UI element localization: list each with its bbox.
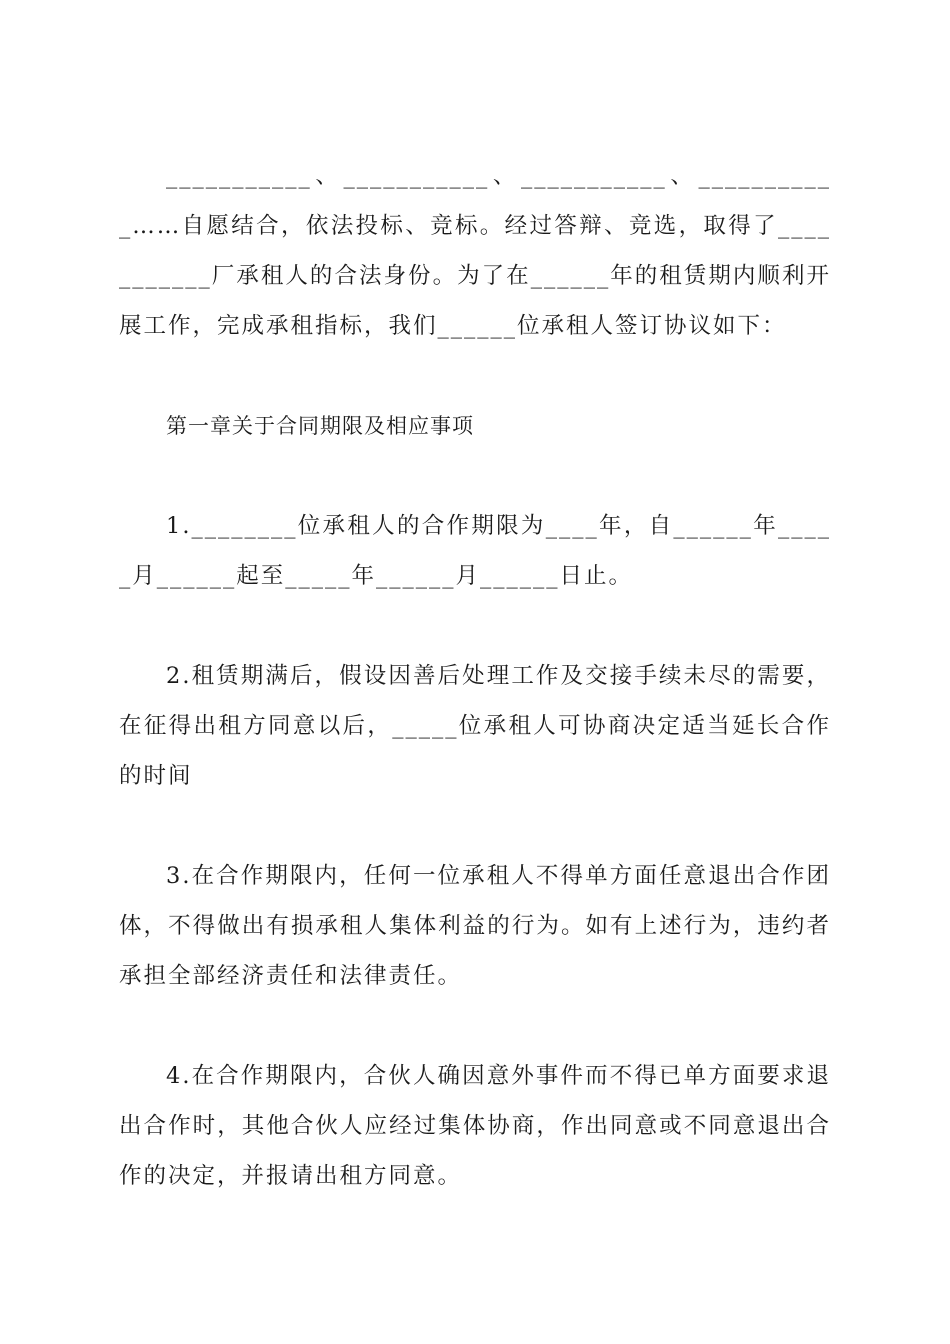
clause-4-paragraph: 4.在合作期限内，合伙人确因意外事件而不得已单方面要求退出合作时，其他合伙人应经过集体协商，作出同意或不同意退出合作的决定，并报请出租方同意。: [119, 1063, 831, 1189]
clause-3-paragraph: 3.在合作期限内，任何一位承租人不得单方面任意退出合作团体，不得做出有损承租人集体利益的行为。如有上述行为，违约者承担全部经济责任和法律责任。: [119, 863, 831, 989]
clause-2-paragraph: 2.租赁期满后，假设因善后处理工作及交接手续未尽的需要，在征得出租方同意以后，_____位承租人可协商决定适当延长合作的时间: [119, 663, 831, 789]
chapter-heading: 第一章关于合同期限及相应事项: [166, 414, 474, 438]
intro-paragraph: ___________、___________、___________、___________……自愿结合，依法投标、竞标。经过答辩、竞选，取得了___________厂承租人的合法身份。为了在______年的租赁期内顺利开展工作，完成承租指标，我们______位承租人签订协议如下：: [119, 163, 831, 339]
clause-1-paragraph: 1.________位承租人的合作期限为____年，自______年_____月______起至_____年______月______日止。: [119, 513, 831, 589]
